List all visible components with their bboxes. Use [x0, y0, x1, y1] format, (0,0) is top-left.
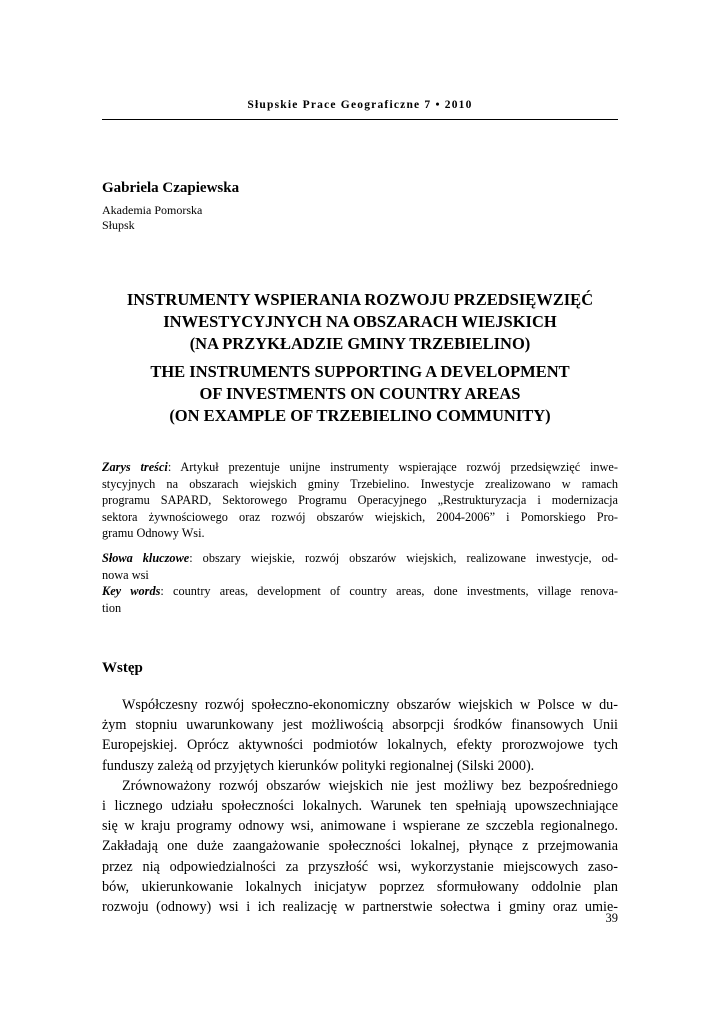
title-pl-line: INSTRUMENTY WSPIERANIA ROZWOJU PRZEDSIĘWZIĘĆ [126, 290, 594, 309]
title-english [80, 361, 640, 427]
abstract [102, 460, 618, 543]
body-line: Zrównoważony rozwój obszarów wiejskich nie jest możliwy bez bezpośredniego [122, 777, 618, 794]
body-line: się w kraju programy odnowy wsi, animowane i wspierane ze szczebla regionalnego. [102, 818, 618, 835]
title-pl-line: INWESTYCYJNYCH NA OBSZARACH WIEJSKICH [163, 312, 557, 331]
keywords-en-label: Key words [102, 584, 161, 598]
abstract-line: sektora żywnościowego oraz rozwój obszarów wiejskich, 2004-2006” i Pomorskiego Pro- [102, 509, 618, 524]
keywords-pl-label: Słowa kluczowe [102, 551, 190, 565]
abstract-line: stycyjnych na obszarach wiejskich gminy Trzebielino. Inwestycje zrealizowano w ramach [102, 476, 618, 491]
abstract-line: gramu Odnowy Wsi. [102, 526, 205, 540]
title-polish [80, 289, 640, 355]
author-city: Słupsk [102, 218, 135, 232]
title-pl-line: (NA PRZYKŁADZIE GMINY TRZEBIELINO) [189, 334, 531, 353]
body-line: żym stopniu uwarunkowany jest możliwością absorpcji środków finansowych Unii [102, 717, 618, 734]
author-affiliation: Akademia Pomorska [102, 203, 203, 217]
title-en-line: (ON EXAMPLE OF TRZEBIELINO COMMUNITY) [169, 406, 551, 425]
abstract-label: Zarys treści [102, 460, 168, 474]
header-rule [102, 119, 618, 120]
abstract-line: programu SAPARD, Sektorowego Programu Operacyjnego „Restrukturyzacja i modernizacja [102, 493, 618, 507]
body-line: przez nią odpowiedzialności za przyszłość wsi, wykorzystanie miejscowych zaso- [102, 858, 618, 875]
running-header: Słupskie Prace Geograficzne 7 • 2010 [247, 99, 473, 111]
keywords-line: nowa wsi [102, 567, 149, 582]
keywords-polish [102, 551, 618, 584]
title-en-line: THE INSTRUMENTS SUPPORTING A DEVELOPMENT [150, 362, 570, 381]
keywords-line: Key words: country areas, development of country areas, done investments, village renova- [102, 584, 619, 598]
body-line: Zakładają one duże zaangażowanie społeczności lokalnej, płynące z przejmowania [102, 838, 618, 855]
body-line: Współczesny rozwój społeczno-ekonomiczny obszarów wiejskich w Polsce w du- [122, 697, 618, 713]
page-number: 39 [605, 911, 618, 925]
body-line: i licznego udziału społeczności lokalnych. Warunek ten spełniają upowszechniające [102, 797, 618, 814]
body-line: bów, ukierunkowanie lokalnych inicjatyw poprzez sformułowany oddolnie plan [102, 878, 618, 895]
section-heading: Wstęp [102, 660, 143, 676]
keywords-english [102, 584, 618, 617]
body-line: Europejskiej. Oprócz aktywności podmiotów lokalnych, efekty prorozwojowe tych [102, 737, 618, 754]
title-en-line: OF INVESTMENTS ON COUNTRY AREAS [199, 384, 521, 403]
keywords-line: tion [102, 600, 122, 615]
keywords-line: Słowa kluczowe: obszary wiejskie, rozwój obszarów wiejskich, realizowane inwestycje, od- [102, 551, 618, 565]
body-line: rozwoju (odnowy) wsi i ich realizację w partnerstwie sołectwa i gminy oraz umie- [102, 898, 618, 915]
body-paragraphs [102, 697, 618, 919]
abstract-line: Zarys treści: Artykuł prezentuje unijne instrumenty wspierające rozwój przedsięwzięć inwe- [102, 460, 618, 474]
body-line: funduszy zależą od przyjętych kierunków polityki regionalnej (Silski 2000). [102, 757, 535, 774]
author-name: Gabriela Czapiewska [102, 180, 240, 196]
